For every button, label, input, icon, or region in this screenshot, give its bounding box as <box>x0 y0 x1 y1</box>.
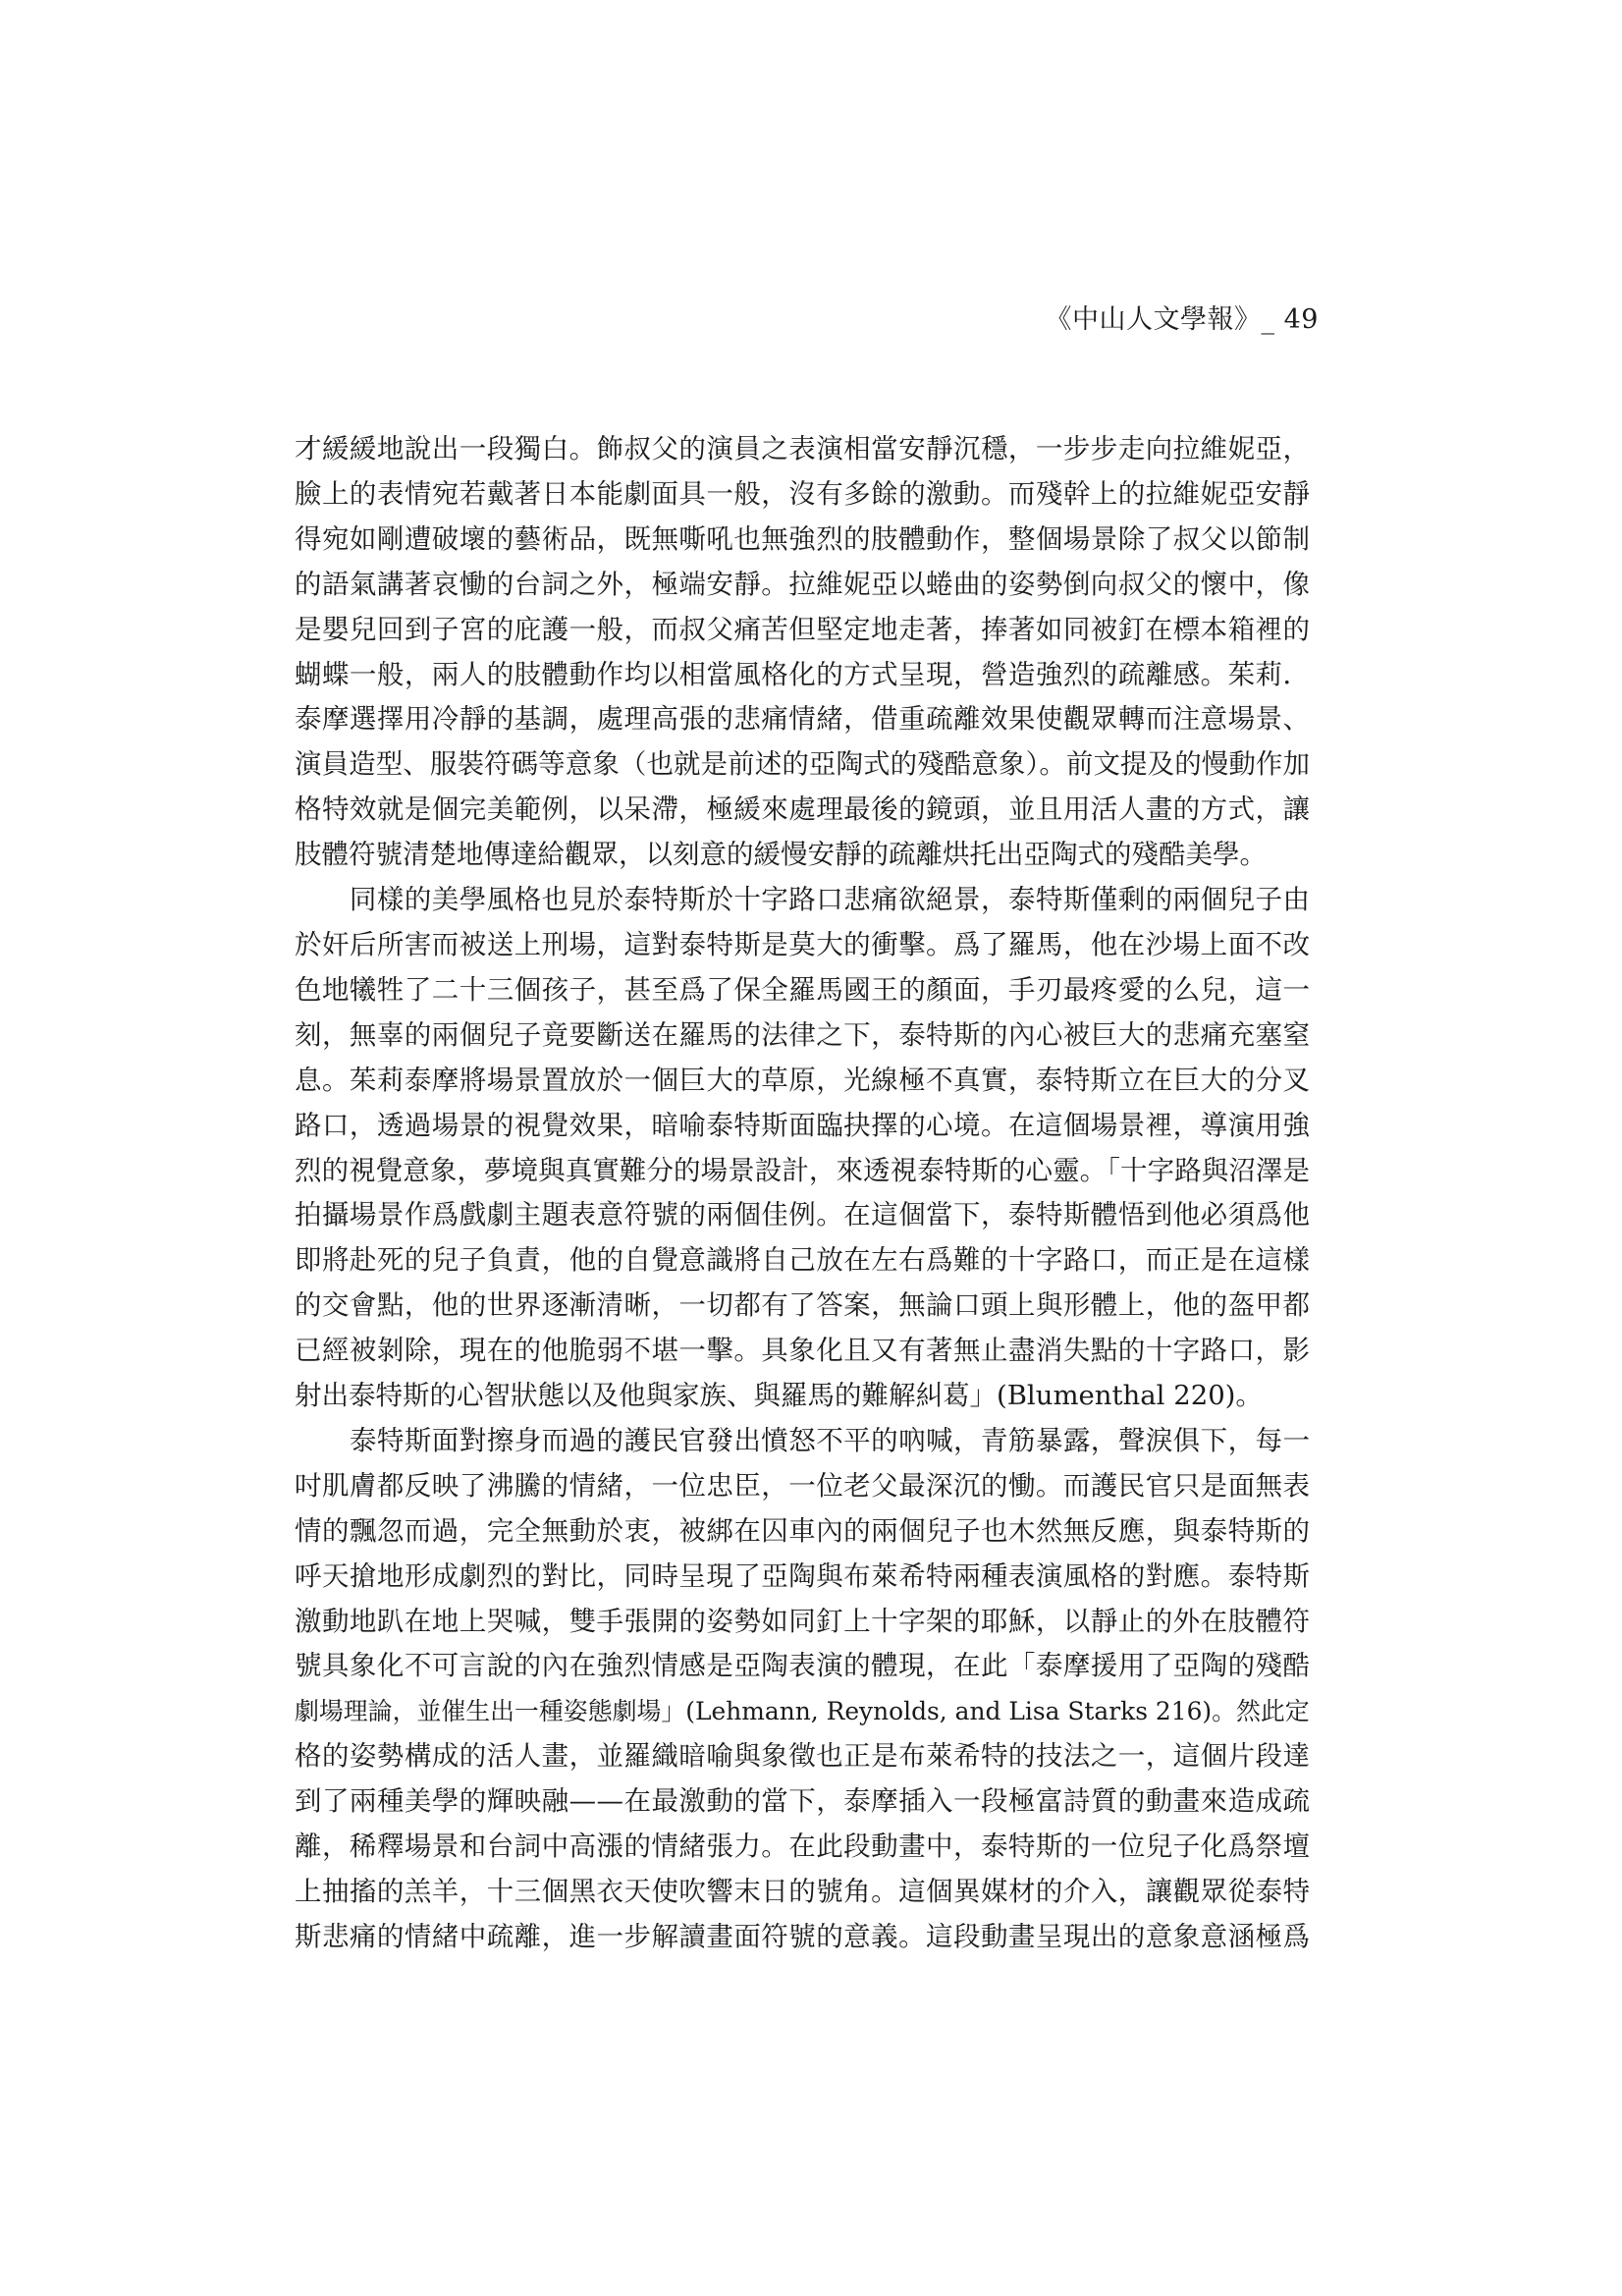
text-line: 蝴蝶一般，兩人的肢體動作均以相當風格化的方式呈現，營造強烈的疏離感。茱莉． <box>295 658 1311 690</box>
text-line: 斯悲痛的情緒中疏離，進一步解讀畫面符號的意義。這段動畫呈現出的意象意涵極爲 <box>295 1920 1311 1952</box>
text-line: 激動地趴在地上哭喊，雙手張開的姿勢如同釘上十字架的耶穌，以靜止的外在肢體符 <box>295 1605 1311 1637</box>
text-line: 的交會點，他的世界逐漸清晰，一切都有了答案，無論口頭上與形體上，他的盔甲都 <box>295 1289 1311 1322</box>
text-line: 於奸后所害而被送上刑場，這對泰特斯是莫大的衝擊。爲了羅馬，他在沙場上面不改 <box>295 928 1311 960</box>
text-line: 演員造型、服裝符碼等意象（也就是前述的亞陶式的殘酷意象）。前文提及的慢動作加 <box>295 748 1311 781</box>
text-line: 到了兩種美學的輝映融——在最激動的當下，泰摩插入一段極富詩質的動畫來造成疏 <box>295 1785 1311 1818</box>
body-text <box>295 427 1310 1960</box>
text-line: 的語氣講著哀慟的台詞之外，極端安靜。拉維妮亞以蜷曲的姿勢倒向叔父的懷中，像 <box>295 568 1311 600</box>
text-line: 才緩緩地說出一段獨白。飾叔父的演員之表演相當安靜沉穩，一步步走向拉維妮亞， <box>295 433 1311 465</box>
text-line: 路口，透過場景的視覺效果，暗喻泰特斯面臨抉擇的心境。在這個場景裡，導演用強 <box>295 1109 1311 1141</box>
text-line: 同樣的美學風格也見於泰特斯於十字路口悲痛欲絕景，泰特斯僅剩的兩個兒子由 <box>295 884 1311 916</box>
text-line: 射出泰特斯的心智狀態以及他與家族、與羅馬的難解糾葛」(Blumenthal 220)。 <box>295 1380 1263 1412</box>
text-line: 號具象化不可言說的內在強烈情感是亞陶表演的體現，在此「泰摩援用了亞陶的殘酷 <box>295 1650 1311 1682</box>
text-line: 上抽搐的羔羊，十三個黑衣天使吹響末日的號角。這個異媒材的介入，讓觀眾從泰特 <box>295 1876 1311 1907</box>
text-line: 刻，無辜的兩個兒子竟要斷送在羅馬的法律之下，泰特斯的內心被巨大的悲痛充塞窒 <box>295 1018 1311 1051</box>
text-line: 格特效就是個完美範例，以呆滯，極緩來處理最後的鏡頭，並且用活人畫的方式，讓 <box>295 793 1311 826</box>
text-line: 泰特斯面對擦身而過的護民官發出憤怒不平的吶喊，青筋暴露，聲淚俱下，每一 <box>295 1424 1311 1456</box>
text-line: 情的飄忽而過，完全無動於衷，被綁在囚車內的兩個兒子也木然無反應，與泰特斯的 <box>295 1514 1311 1547</box>
text-line: 得宛如剛遭破壞的藝術品，既無嘶吼也無強烈的肢體動作，整個場景除了叔父以節制 <box>295 522 1311 555</box>
running-header: 《中山人文學報》_ 49 <box>1045 304 1319 335</box>
text-line: 色地犧牲了二十三個孩子，甚至爲了保全羅馬國王的顏面，手刃最疼愛的么兒，這一 <box>295 973 1311 1006</box>
text-line: 泰摩選擇用冷靜的基調，處理高張的悲痛情緒，借重疏離效果使觀眾轉而注意場景、 <box>295 703 1311 736</box>
text-line: 格的姿勢構成的活人畫，並羅織暗喻與象徵也正是布萊希特的技法之一，這個片段達 <box>295 1740 1311 1773</box>
text-line: 離，稀釋場景和台詞中高漲的情緒張力。在此段動畫中，泰特斯的一位兒子化爲祭壇 <box>295 1831 1311 1863</box>
text-line: 肢體符號清楚地傳達給觀眾，以刻意的緩慢安靜的疏離烘托出亞陶式的殘酷美學。 <box>295 839 1267 871</box>
text-line: 是嬰兒回到子宮的庇護一般，而叔父痛苦但堅定地走著，捧著如同被釘在標本箱裡的 <box>295 613 1311 645</box>
text-line: 劇場理論，並催生出一種姿態劇場」(Lehmann, Reynolds, and Lisa Starks 216)。然此定 <box>295 1697 1310 1726</box>
text-line: 臉上的表情宛若戴著日本能劇面具一般，沒有多餘的激動。而殘幹上的拉維妮亞安靜 <box>295 477 1311 510</box>
text-line: 烈的視覺意象，夢境與真實難分的場景設計，來透視泰特斯的心靈。「十字路與沼澤是 <box>295 1154 1311 1186</box>
text-line: 呼天搶地形成劇烈的對比，同時呈現了亞陶與布萊希特兩種表演風格的對應。泰特斯 <box>295 1559 1311 1592</box>
text-line: 息。茱莉泰摩將場景置放於一個巨大的草原，光線極不真實，泰特斯立在巨大的分叉 <box>295 1064 1311 1096</box>
text-line: 吋肌膚都反映了沸騰的情緒，一位忠臣，一位老父最深沉的慟。而護民官只是面無表 <box>295 1469 1311 1502</box>
text-line: 即將赴死的兒子負責，他的自覺意識將自己放在左右爲難的十字路口，而正是在這樣 <box>295 1244 1311 1277</box>
text-line: 已經被剝除，現在的他脆弱不堪一擊。具象化且又有著無止盡消失點的十字路口，影 <box>295 1335 1311 1367</box>
text-line: 拍攝場景作爲戲劇主題表意符號的兩個佳例。在這個當下，泰特斯體悟到他必須爲他 <box>295 1199 1311 1231</box>
